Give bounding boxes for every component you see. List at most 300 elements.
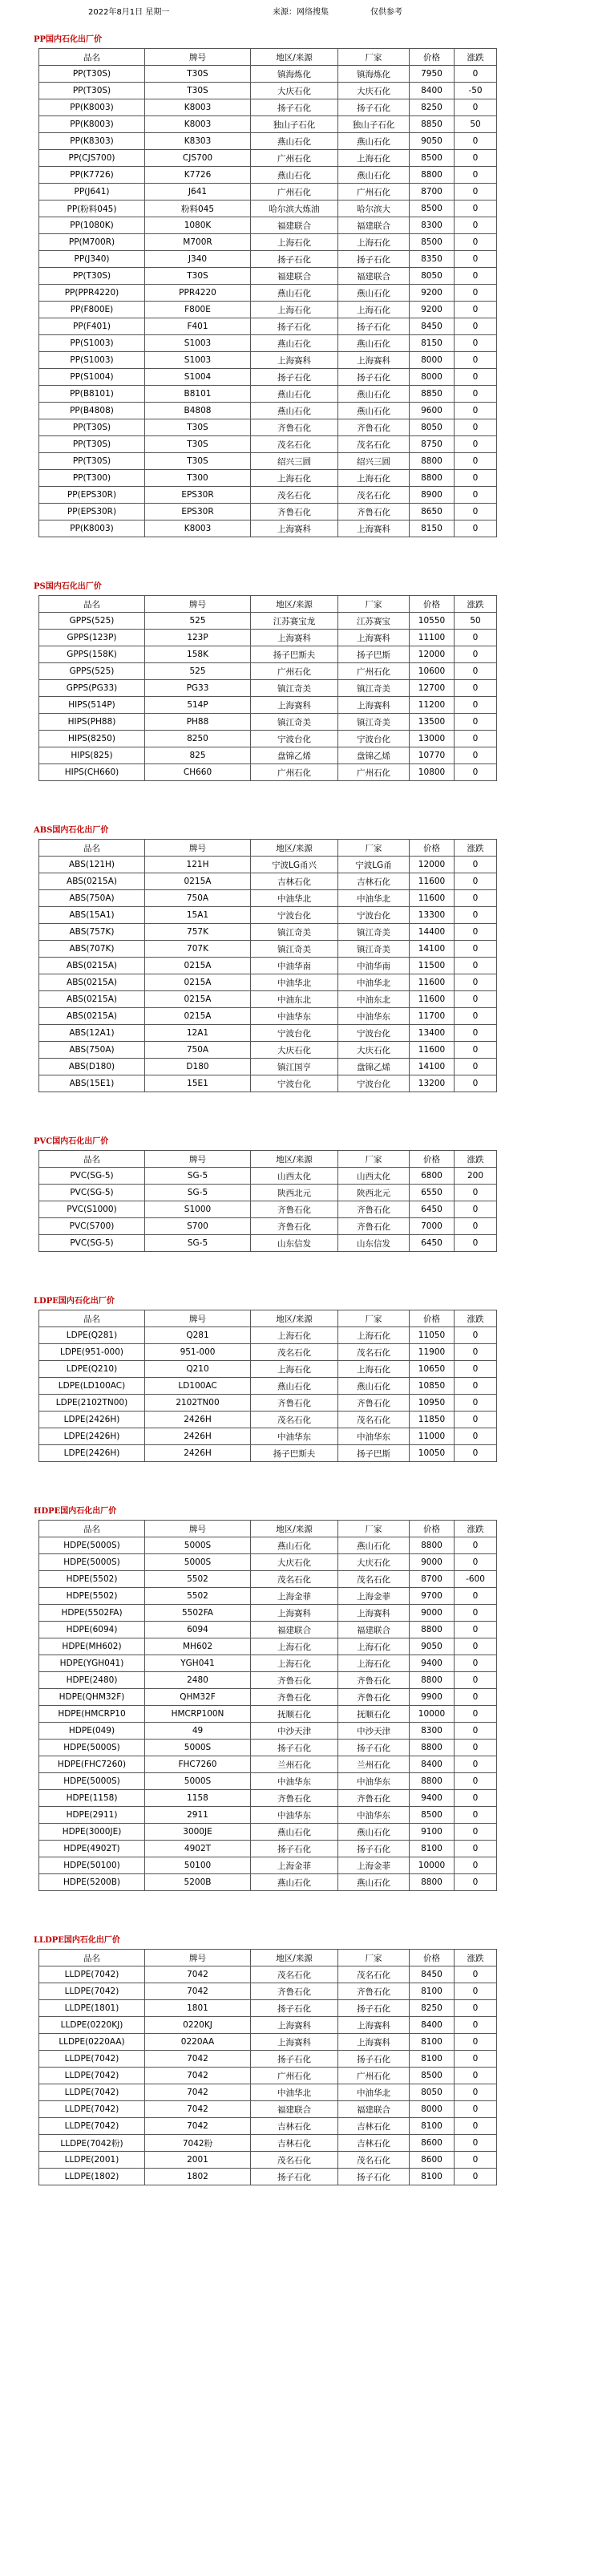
table-row: [39, 2118, 497, 2135]
col-region-cell: 茂名石化: [251, 2152, 338, 2169]
col-price-cell: 12000: [410, 857, 455, 873]
col-price-header: 价格: [410, 596, 455, 613]
col-maker-cell: 宁波台化: [338, 907, 410, 924]
col-product-cell: HDPE(5000S): [39, 1537, 145, 1554]
table-row: [39, 941, 497, 958]
col-grade-cell: EPS30R: [145, 487, 251, 504]
table-row: [39, 1218, 497, 1235]
col-region-cell: 上海石化: [251, 470, 338, 487]
col-change-cell: 0: [455, 941, 497, 958]
table-row: [39, 1622, 497, 1638]
col-price-header: 价格: [410, 49, 455, 66]
col-price-header: 价格: [410, 1521, 455, 1537]
col-grade-cell: LD100AC: [145, 1378, 251, 1395]
col-region-cell: 燕山石化: [251, 403, 338, 419]
col-maker-cell: 吉林石化: [338, 873, 410, 890]
col-grade-cell: QHM32F: [145, 1689, 251, 1706]
col-price-cell: 11600: [410, 890, 455, 907]
col-grade-cell: 757K: [145, 924, 251, 941]
col-product-cell: PP(T30S): [39, 419, 145, 436]
col-price-cell: 11050: [410, 1327, 455, 1344]
col-change-cell: 0: [455, 419, 497, 436]
col-price-cell: 10950: [410, 1395, 455, 1412]
col-change-header: 涨跌: [455, 1310, 497, 1327]
col-region-cell: 宁波台化: [251, 1025, 338, 1042]
col-region-cell: 镇江国亨: [251, 1059, 338, 1075]
table-row: [39, 1773, 497, 1790]
col-change-cell: 0: [455, 285, 497, 302]
col-change-cell: 0: [455, 200, 497, 217]
col-price-header: 价格: [410, 1151, 455, 1168]
col-price-header: 价格: [410, 1310, 455, 1327]
col-product-cell: LLDPE(1802): [39, 2169, 145, 2185]
col-product-cell: ABS(0215A): [39, 958, 145, 974]
col-grade-cell: 0215A: [145, 974, 251, 991]
table-row: [39, 217, 497, 234]
col-maker-cell: 上海赛科: [338, 2034, 410, 2051]
col-product-cell: LLDPE(7042): [39, 2084, 145, 2101]
table-row: [39, 958, 497, 974]
table-row: [39, 1554, 497, 1571]
col-grade-cell: 2102TN00: [145, 1395, 251, 1412]
col-region-cell: 中沙天津: [251, 1723, 338, 1740]
col-product-cell: HDPE(5000S): [39, 1740, 145, 1756]
col-product-cell: ABS(15A1): [39, 907, 145, 924]
col-change-cell: 0: [455, 1554, 497, 1571]
col-price-cell: 8100: [410, 1841, 455, 1857]
col-price-cell: 8350: [410, 251, 455, 268]
col-maker-cell: 山西太化: [338, 1168, 410, 1185]
col-grade-cell: T30S: [145, 453, 251, 470]
col-region-cell: 上海赛科: [251, 1605, 338, 1622]
col-price-cell: 8850: [410, 386, 455, 403]
col-maker-cell: 齐鲁石化: [338, 1218, 410, 1235]
table-row: [39, 907, 497, 924]
col-product-cell: ABS(707K): [39, 941, 145, 958]
col-maker-cell: 扬子石化: [338, 2051, 410, 2068]
col-region-cell: 扬子巴斯夫: [251, 1445, 338, 1462]
table-row: [39, 1655, 497, 1672]
col-grade-cell: 951-000: [145, 1344, 251, 1361]
col-grade-cell: 15A1: [145, 907, 251, 924]
price-table: [38, 1310, 497, 1462]
col-change-cell: 0: [455, 1874, 497, 1891]
col-maker-cell: 山东信发: [338, 1235, 410, 1252]
section-title: PS国内石化出厂价: [34, 582, 102, 591]
col-region-cell: 上海石化: [251, 234, 338, 251]
col-price-cell: 10850: [410, 1378, 455, 1395]
col-product-cell: ABS(0215A): [39, 873, 145, 890]
table-row: [39, 1966, 497, 1983]
table-row: [39, 285, 497, 302]
col-change-cell: 0: [455, 302, 497, 318]
col-maker-cell: 齐鲁石化: [338, 504, 410, 520]
col-region-cell: 扬子石化: [251, 318, 338, 335]
col-product-cell: HDPE(5000S): [39, 1773, 145, 1790]
report-header: [0, 0, 594, 32]
table-row: [39, 2101, 497, 2118]
col-grade-cell: 7042: [145, 2068, 251, 2084]
col-product-cell: HDPE(5502FA): [39, 1605, 145, 1622]
col-maker-cell: 燕山石化: [338, 335, 410, 352]
col-product-cell: HDPE(5200B): [39, 1874, 145, 1891]
col-maker-cell: 大庆石化: [338, 1554, 410, 1571]
col-grade-cell: Q210: [145, 1361, 251, 1378]
col-product-cell: HDPE(50100): [39, 1857, 145, 1874]
col-maker-cell: 上海金菲: [338, 1588, 410, 1605]
col-change-cell: 0: [455, 1689, 497, 1706]
col-change-cell: 0: [455, 1605, 497, 1622]
table-row: [39, 630, 497, 646]
col-region-cell: 独山子石化: [251, 116, 338, 133]
col-price-cell: 8000: [410, 2101, 455, 2118]
col-region-cell: 盘锦乙烯: [251, 747, 338, 764]
col-maker-cell: 燕山石化: [338, 403, 410, 419]
col-price-cell: 11600: [410, 873, 455, 890]
col-region-cell: 燕山石化: [251, 1874, 338, 1891]
col-change-cell: 0: [455, 1361, 497, 1378]
col-change-cell: 0: [455, 1824, 497, 1841]
col-product-cell: GPPS(123P): [39, 630, 145, 646]
col-change-cell: -600: [455, 1571, 497, 1588]
col-region-cell: 茂名石化: [251, 1344, 338, 1361]
col-maker-cell: 燕山石化: [338, 285, 410, 302]
col-maker-cell: 镇江奇美: [338, 941, 410, 958]
table-row: [39, 2169, 497, 2185]
col-change-cell: 0: [455, 184, 497, 200]
col-price-cell: 11000: [410, 1428, 455, 1445]
col-region-cell: 扬子石化: [251, 369, 338, 386]
col-product-cell: PP(B4808): [39, 403, 145, 419]
table-row: [39, 1395, 497, 1412]
table-row: [39, 83, 497, 99]
col-grade-cell: K8003: [145, 116, 251, 133]
col-change-cell: 0: [455, 1773, 497, 1790]
col-region-header: 地区/来源: [251, 1950, 338, 1966]
col-price-cell: 8100: [410, 2051, 455, 2068]
col-price-cell: 8800: [410, 1773, 455, 1790]
col-product-cell: ABS(0215A): [39, 1008, 145, 1025]
col-grade-cell: S1004: [145, 369, 251, 386]
table-row: [39, 1445, 497, 1462]
col-price-cell: 6450: [410, 1201, 455, 1218]
col-price-cell: 9200: [410, 302, 455, 318]
col-region-cell: 宁波台化: [251, 731, 338, 747]
table-row: [39, 2084, 497, 2101]
col-region-cell: 抚顺石化: [251, 1706, 338, 1723]
col-maker-cell: 齐鲁石化: [338, 1395, 410, 1412]
col-maker-cell: 茂名石化: [338, 487, 410, 504]
col-maker-cell: 中油华北: [338, 890, 410, 907]
col-price-cell: 8100: [410, 2034, 455, 2051]
col-grade-cell: PG33: [145, 680, 251, 697]
col-change-cell: 0: [455, 1841, 497, 1857]
col-change-cell: 0: [455, 907, 497, 924]
col-grade-cell: 1080K: [145, 217, 251, 234]
table-row: [39, 1378, 497, 1395]
col-maker-cell: 燕山石化: [338, 1874, 410, 1891]
col-product-cell: ABS(750A): [39, 1042, 145, 1059]
section-spacer: [0, 1462, 594, 1504]
col-product-cell: LLDPE(7042): [39, 2101, 145, 2118]
col-maker-cell: 上海石化: [338, 1327, 410, 1344]
col-product-cell: HIPS(825): [39, 747, 145, 764]
col-maker-cell: 上海赛科: [338, 630, 410, 646]
col-price-cell: 8800: [410, 453, 455, 470]
col-change-header: 涨跌: [455, 49, 497, 66]
col-product-cell: HIPS(8250): [39, 731, 145, 747]
col-region-cell: 燕山石化: [251, 1378, 338, 1395]
table-row: [39, 66, 497, 83]
col-product-cell: LLDPE(2001): [39, 2152, 145, 2169]
col-region-cell: 兰州石化: [251, 1756, 338, 1773]
col-region-cell: 福建联合: [251, 268, 338, 285]
col-price-cell: 13200: [410, 1075, 455, 1092]
col-price-cell: 10650: [410, 1361, 455, 1378]
col-maker-cell: 镇江奇美: [338, 680, 410, 697]
col-maker-cell: 扬子巴斯: [338, 1445, 410, 1462]
col-grade-cell: 5502: [145, 1571, 251, 1588]
col-price-cell: 8100: [410, 2169, 455, 2185]
col-grade-cell: YGH041: [145, 1655, 251, 1672]
table-header-row: [39, 1521, 497, 1537]
col-change-cell: 0: [455, 1201, 497, 1218]
col-region-cell: 燕山石化: [251, 386, 338, 403]
col-change-cell: 0: [455, 1966, 497, 1983]
col-grade-cell: EPS30R: [145, 504, 251, 520]
col-region-cell: 燕山石化: [251, 133, 338, 150]
col-product-cell: PP(EPS30R): [39, 487, 145, 504]
col-maker-cell: 广州石化: [338, 663, 410, 680]
col-change-header: 涨跌: [455, 1151, 497, 1168]
col-grade-cell: 158K: [145, 646, 251, 663]
col-region-cell: 吉林石化: [251, 873, 338, 890]
col-region-cell: 广州石化: [251, 2068, 338, 2084]
col-product-cell: PP(T30S): [39, 453, 145, 470]
col-maker-cell: 中油华北: [338, 974, 410, 991]
col-maker-cell: 齐鲁石化: [338, 1672, 410, 1689]
col-maker-cell: 江苏赛宝: [338, 613, 410, 630]
table-row: [39, 318, 497, 335]
col-product-cell: PVC(SG-5): [39, 1168, 145, 1185]
table-row: [39, 924, 497, 941]
col-maker-cell: 茂名石化: [338, 2152, 410, 2169]
col-change-cell: 0: [455, 167, 497, 184]
col-grade-cell: 7042粉: [145, 2135, 251, 2152]
table-row: [39, 1588, 497, 1605]
table-header-row: [39, 1310, 497, 1327]
col-price-cell: 9000: [410, 1554, 455, 1571]
col-change-cell: 0: [455, 1075, 497, 1092]
section-spacer: [0, 781, 594, 823]
col-maker-header: 厂家: [338, 1151, 410, 1168]
col-price-cell: 10770: [410, 747, 455, 764]
table-row: [39, 150, 497, 167]
col-change-cell: 0: [455, 520, 497, 537]
col-region-cell: 广州石化: [251, 663, 338, 680]
col-product-cell: PP(CJS700): [39, 150, 145, 167]
col-product-cell: LLDPE(0220AA): [39, 2034, 145, 2051]
col-region-cell: 扬子石化: [251, 2051, 338, 2068]
col-maker-cell: 齐鲁石化: [338, 1790, 410, 1807]
col-grade-cell: B8101: [145, 386, 251, 403]
col-change-cell: 0: [455, 2118, 497, 2135]
col-grade-cell: 0215A: [145, 991, 251, 1008]
table-row: [39, 1672, 497, 1689]
section-title: PVC国内石化出厂价: [34, 1137, 109, 1146]
col-region-cell: 镇江奇美: [251, 924, 338, 941]
col-grade-cell: J340: [145, 251, 251, 268]
col-maker-cell: 福建联合: [338, 268, 410, 285]
col-region-cell: 山东信发: [251, 1235, 338, 1252]
col-change-cell: 0: [455, 1983, 497, 2000]
col-maker-cell: 燕山石化: [338, 386, 410, 403]
col-grade-cell: MH602: [145, 1638, 251, 1655]
col-maker-cell: 中油华南: [338, 958, 410, 974]
col-region-cell: 中油华东: [251, 1428, 338, 1445]
col-region-cell: 上海赛科: [251, 2017, 338, 2034]
col-price-cell: 11200: [410, 697, 455, 714]
col-region-cell: 齐鲁石化: [251, 1201, 338, 1218]
table-row: [39, 436, 497, 453]
col-maker-cell: 上海赛科: [338, 697, 410, 714]
table-row: [39, 184, 497, 200]
col-region-cell: 上海石化: [251, 302, 338, 318]
section-spacer: [0, 1252, 594, 1294]
section-title: PP国内石化出厂价: [34, 35, 103, 44]
col-grade-header: 牌号: [145, 1151, 251, 1168]
col-product-cell: HIPS(CH660): [39, 764, 145, 781]
col-product-cell: PVC(SG-5): [39, 1235, 145, 1252]
table-row: [39, 1874, 497, 1891]
col-grade-cell: 5502: [145, 1588, 251, 1605]
col-product-header: 品名: [39, 1310, 145, 1327]
col-change-cell: 0: [455, 2000, 497, 2017]
col-product-cell: PP(J641): [39, 184, 145, 200]
col-region-cell: 宁波台化: [251, 907, 338, 924]
col-product-cell: PP(K8003): [39, 99, 145, 116]
col-product-header: 品名: [39, 840, 145, 857]
col-maker-cell: 燕山石化: [338, 1378, 410, 1395]
col-region-cell: 燕山石化: [251, 1537, 338, 1554]
col-change-cell: 0: [455, 1622, 497, 1638]
col-grade-cell: M700R: [145, 234, 251, 251]
col-maker-cell: 燕山石化: [338, 133, 410, 150]
col-grade-cell: SG-5: [145, 1185, 251, 1201]
col-price-cell: 8450: [410, 318, 455, 335]
section-title: ABS国内石化出厂价: [34, 826, 109, 835]
table-row: [39, 764, 497, 781]
col-price-cell: 8600: [410, 2135, 455, 2152]
table-row: [39, 1327, 497, 1344]
col-grade-cell: 5502FA: [145, 1605, 251, 1622]
col-region-header: 地区/来源: [251, 840, 338, 857]
col-grade-cell: 525: [145, 613, 251, 630]
col-grade-cell: 5000S: [145, 1554, 251, 1571]
col-product-cell: PP(S1004): [39, 369, 145, 386]
col-change-cell: 0: [455, 2135, 497, 2152]
col-grade-cell: S700: [145, 1218, 251, 1235]
col-maker-cell: 中油华东: [338, 1807, 410, 1824]
col-product-cell: LLDPE(1801): [39, 2000, 145, 2017]
col-maker-cell: 中油华东: [338, 1428, 410, 1445]
col-grade-cell: 8250: [145, 731, 251, 747]
table-row: [39, 302, 497, 318]
col-change-cell: 0: [455, 890, 497, 907]
col-grade-cell: PH88: [145, 714, 251, 731]
col-change-cell: 0: [455, 958, 497, 974]
table-row: [39, 1059, 497, 1075]
col-product-cell: PP(F800E): [39, 302, 145, 318]
col-change-cell: 0: [455, 974, 497, 991]
col-region-cell: 扬子石化: [251, 251, 338, 268]
col-product-cell: LLDPE(7042): [39, 2118, 145, 2135]
col-region-cell: 中油华东: [251, 1807, 338, 1824]
col-product-cell: LLDPE(7042粉): [39, 2135, 145, 2152]
table-row: [39, 403, 497, 419]
col-maker-cell: 上海金菲: [338, 1857, 410, 1874]
col-region-cell: 陕西北元: [251, 1185, 338, 1201]
col-region-cell: 吉林石化: [251, 2135, 338, 2152]
col-grade-cell: 0215A: [145, 1008, 251, 1025]
col-product-cell: PVC(SG-5): [39, 1185, 145, 1201]
col-maker-cell: 扬子石化: [338, 318, 410, 335]
col-maker-cell: 盘锦乙烯: [338, 747, 410, 764]
col-region-cell: 中油东北: [251, 991, 338, 1008]
col-region-cell: 齐鲁石化: [251, 1983, 338, 2000]
col-product-cell: ABS(121H): [39, 857, 145, 873]
table-row: [39, 133, 497, 150]
col-product-cell: LDPE(Q281): [39, 1327, 145, 1344]
col-region-cell: 福建联合: [251, 1622, 338, 1638]
table-row: [39, 2000, 497, 2017]
table-header-row: [39, 596, 497, 613]
col-maker-cell: 镇江奇美: [338, 714, 410, 731]
col-region-cell: 上海石化: [251, 1655, 338, 1672]
col-region-cell: 宁波LG甬兴: [251, 857, 338, 873]
col-product-cell: LLDPE(7042): [39, 2051, 145, 2068]
col-change-cell: 0: [455, 1395, 497, 1412]
col-change-cell: 200: [455, 1168, 497, 1185]
col-maker-cell: 茂名石化: [338, 1412, 410, 1428]
table-row: [39, 1605, 497, 1622]
col-product-cell: ABS(0215A): [39, 991, 145, 1008]
col-maker-header: 厂家: [338, 596, 410, 613]
col-change-cell: 0: [455, 697, 497, 714]
col-change-cell: 0: [455, 731, 497, 747]
table-row: [39, 1168, 497, 1185]
col-change-cell: 0: [455, 1412, 497, 1428]
col-price-cell: 14100: [410, 1059, 455, 1075]
table-row: [39, 116, 497, 133]
col-price-cell: 8250: [410, 2000, 455, 2017]
col-change-cell: 0: [455, 234, 497, 251]
col-product-cell: LDPE(951-000): [39, 1344, 145, 1361]
col-maker-cell: 陕西北元: [338, 1185, 410, 1201]
col-maker-cell: 扬子石化: [338, 99, 410, 116]
table-row: [39, 1008, 497, 1025]
col-product-cell: ABS(757K): [39, 924, 145, 941]
col-grade-cell: 6094: [145, 1622, 251, 1638]
table-row: [39, 99, 497, 116]
col-region-cell: 中油华东: [251, 1008, 338, 1025]
col-grade-cell: 7042: [145, 2084, 251, 2101]
col-grade-cell: Q281: [145, 1327, 251, 1344]
col-region-cell: 大庆石化: [251, 1554, 338, 1571]
col-maker-cell: 上海赛科: [338, 520, 410, 537]
col-grade-cell: 49: [145, 1723, 251, 1740]
table-row: [39, 857, 497, 873]
